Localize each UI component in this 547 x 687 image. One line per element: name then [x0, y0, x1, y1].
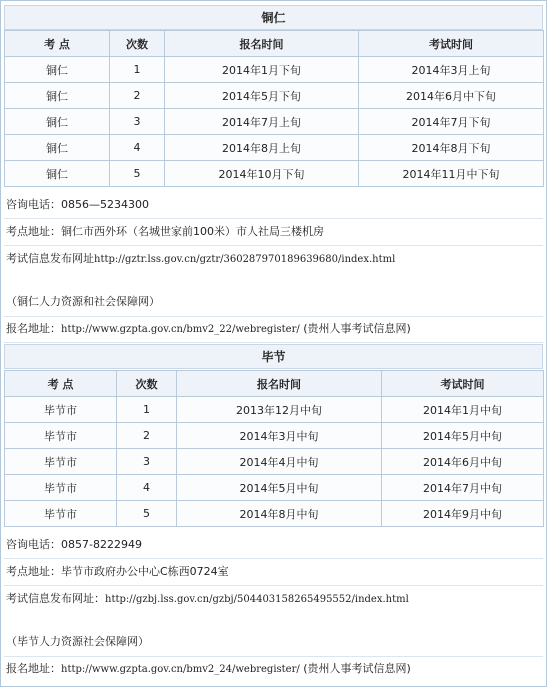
section-title-tongren: 铜仁 [4, 5, 543, 30]
info-site-tongren [4, 246, 543, 317]
phone-bijie: 咨询电话：0857-8222949 [4, 533, 543, 559]
cell-site: 毕节市 [5, 423, 117, 449]
cell-reg-time: 2014年3月中旬 [177, 423, 382, 449]
cell-exam-time: 2014年7月中旬 [382, 475, 544, 501]
schedule-table-tongren [4, 30, 544, 187]
register-bijie [4, 657, 543, 684]
cell-site: 毕节市 [5, 449, 117, 475]
register-link[interactable]: http://www.gzpta.gov.cn/bmv2_22/webregister/ [61, 324, 300, 335]
info-site-note: （铜仁人力资源和社会保障网） [6, 295, 160, 308]
cell-site: 毕节市 [5, 397, 117, 423]
table-row [5, 161, 544, 187]
section-title-bijie: 毕节 [4, 344, 543, 369]
cell-site: 铜仁 [5, 57, 110, 83]
table-row [5, 57, 544, 83]
cell-exam-time: 2014年1月中旬 [382, 397, 544, 423]
cell-exam-time: 2014年5月中旬 [382, 423, 544, 449]
cell-count: 4 [117, 475, 177, 501]
cell-count: 2 [117, 423, 177, 449]
cell-exam-time: 2014年11月中下旬 [359, 161, 544, 187]
cell-count: 2 [110, 83, 165, 109]
cell-exam-time: 2014年6月中旬 [382, 449, 544, 475]
cell-count: 3 [110, 109, 165, 135]
table-header-row [5, 31, 544, 57]
table-row [5, 83, 544, 109]
address-bijie: 考点地址：毕节市政府办公中心C栋西0724室 [4, 559, 543, 586]
register-note: (贵州人事考试信息网) [303, 322, 411, 335]
cell-reg-time: 2014年8月中旬 [177, 501, 382, 527]
register-label: 报名地址： [6, 322, 61, 335]
col-header-site: 考 点 [5, 371, 117, 397]
cell-site: 毕节市 [5, 501, 117, 527]
cell-reg-time: 2014年1月下旬 [165, 57, 359, 83]
info-site-note: （毕节人力资源社会保障网） [6, 635, 149, 648]
register-note: (贵州人事考试信息网) [303, 662, 411, 675]
col-header-count: 次数 [117, 371, 177, 397]
col-header-site: 考 点 [5, 31, 110, 57]
cell-reg-time: 2014年8月上旬 [165, 135, 359, 161]
table-row [5, 109, 544, 135]
cell-count: 5 [110, 161, 165, 187]
cell-exam-time: 2014年7月下旬 [359, 109, 544, 135]
cell-count: 4 [110, 135, 165, 161]
cell-reg-time: 2014年5月下旬 [165, 83, 359, 109]
cell-reg-time: 2014年10月下旬 [165, 161, 359, 187]
table-row [5, 475, 544, 501]
cell-reg-time: 2014年5月中旬 [177, 475, 382, 501]
register-link[interactable]: http://www.gzpta.gov.cn/bmv2_24/webregister/ [61, 664, 300, 675]
register-tongren [4, 317, 543, 343]
col-header-count: 次数 [110, 31, 165, 57]
cell-reg-time: 2014年7月上旬 [165, 109, 359, 135]
cell-exam-time: 2014年8月下旬 [359, 135, 544, 161]
cell-exam-time: 2014年9月中旬 [382, 501, 544, 527]
cell-count: 3 [117, 449, 177, 475]
col-header-exam-time: 考试时间 [382, 371, 544, 397]
schedule-table-bijie [4, 370, 544, 527]
col-header-reg-time: 报名时间 [177, 371, 382, 397]
cell-count: 5 [117, 501, 177, 527]
table-row [5, 449, 544, 475]
address-tongren: 考点地址：铜仁市西外环（名城世家前100米）市人社局三楼机房 [4, 219, 543, 246]
table-row [5, 135, 544, 161]
cell-reg-time: 2014年4月中旬 [177, 449, 382, 475]
cell-site: 铜仁 [5, 83, 110, 109]
info-site-link[interactable]: http://gztr.lss.gov.cn/gztr/360287970189639680/index.html [94, 254, 396, 265]
cell-exam-time: 2014年3月上旬 [359, 57, 544, 83]
info-site-label: 考试信息发布网址 [6, 252, 94, 265]
cell-site: 铜仁 [5, 135, 110, 161]
table-header-row [5, 371, 544, 397]
info-site-bijie [4, 586, 543, 657]
cell-count: 1 [117, 397, 177, 423]
cell-site: 铜仁 [5, 161, 110, 187]
table-row [5, 397, 544, 423]
table-row [5, 501, 544, 527]
cell-exam-time: 2014年6月中下旬 [359, 83, 544, 109]
cell-count: 1 [110, 57, 165, 83]
cell-site: 铜仁 [5, 109, 110, 135]
info-site-link[interactable]: http://gzbj.lss.gov.cn/gzbj/504403158265495552/index.html [105, 594, 409, 605]
table-row [5, 423, 544, 449]
info-site-label: 考试信息发布网址： [6, 592, 105, 605]
col-header-exam-time: 考试时间 [359, 31, 544, 57]
register-label: 报名地址： [6, 662, 61, 675]
cell-reg-time: 2013年12月中旬 [177, 397, 382, 423]
col-header-reg-time: 报名时间 [165, 31, 359, 57]
cell-site: 毕节市 [5, 475, 117, 501]
phone-tongren: 咨询电话：0856—5234300 [4, 193, 543, 219]
